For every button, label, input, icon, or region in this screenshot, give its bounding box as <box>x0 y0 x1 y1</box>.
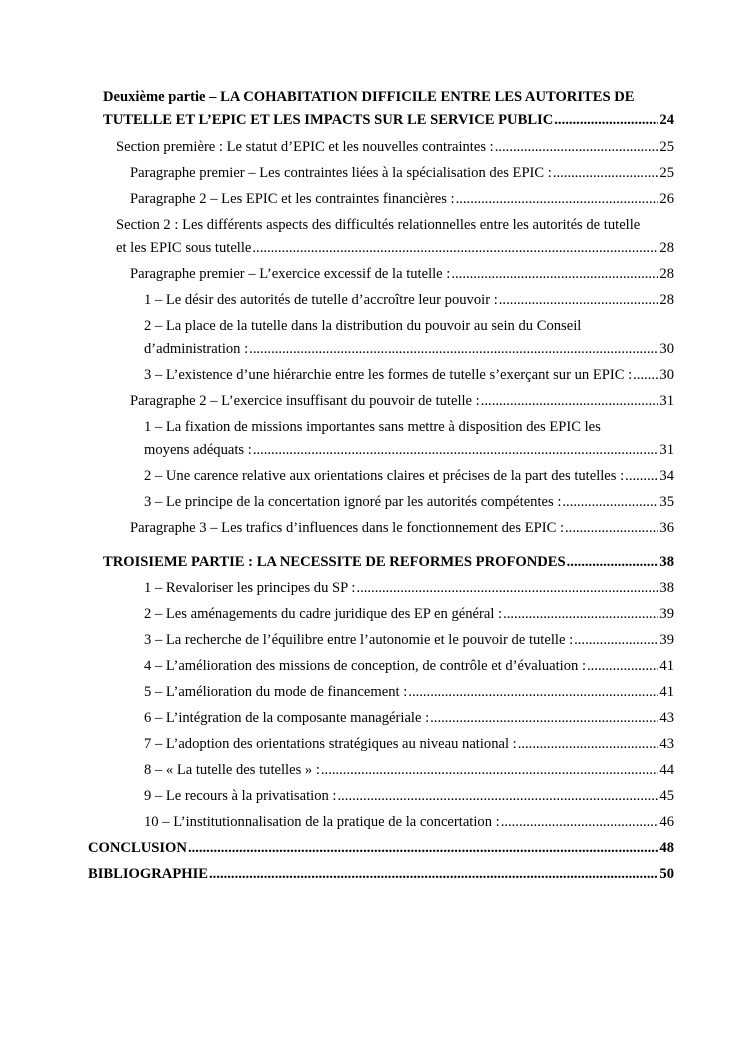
toc-entry-section-premiere[interactable] <box>88 136 674 159</box>
toc-entry-subitem[interactable] <box>88 577 674 600</box>
toc-leader-dots <box>209 863 658 886</box>
toc-page-number: 25 <box>659 165 674 181</box>
toc-leader-dots <box>430 707 658 730</box>
toc-page-number: 50 <box>659 866 674 882</box>
toc-entry-title: TUTELLE ET L’EPIC ET LES IMPACTS SUR LE SERVICE PUBLIC <box>103 112 554 128</box>
toc-entry-subitem[interactable] <box>88 315 674 361</box>
toc-page-number: 31 <box>659 393 674 409</box>
toc-entry-title: Paragraphe 2 – Les EPIC et les contraintes financières : <box>130 191 455 207</box>
toc-entry-subitem[interactable] <box>88 603 674 626</box>
toc-leader-dots <box>188 837 658 860</box>
toc-entry-subitem[interactable] <box>88 289 674 312</box>
toc-leader-dots <box>633 364 658 387</box>
toc-entry-title: CONCLUSION <box>88 840 187 856</box>
toc-leader-dots <box>501 811 659 834</box>
toc-leader-dots <box>574 629 658 652</box>
toc-entry-title: moyens adéquats : <box>144 442 252 458</box>
toc-entry-conclusion[interactable] <box>88 837 674 860</box>
toc-page-number: 26 <box>659 191 674 207</box>
toc-page-number: 35 <box>659 494 674 510</box>
toc-entry-subitem[interactable] <box>88 416 674 462</box>
toc-entry-section-2[interactable] <box>88 214 674 260</box>
toc-entry-subitem[interactable] <box>88 465 674 488</box>
toc-entry-title: 1 – Revaloriser les principes du SP : <box>144 580 356 596</box>
toc-page-number: 48 <box>659 840 674 856</box>
toc-entry-title: TROISIEME PARTIE : LA NECESSITE DE REFORMES PROFONDES <box>103 554 566 570</box>
toc-leader-dots <box>503 603 658 626</box>
toc-leader-dots <box>408 681 658 704</box>
toc-leader-dots <box>565 517 658 540</box>
toc-entry-title: Paragraphe premier – L’exercice excessif de la tutelle : <box>130 266 451 282</box>
toc-entry-subitem[interactable] <box>88 733 674 756</box>
toc-page-number: 39 <box>659 606 674 622</box>
toc-page-number: 34 <box>659 468 674 484</box>
toc-entry-paragraphe[interactable] <box>88 390 674 413</box>
toc-leader-dots <box>456 188 659 211</box>
toc-page-number: 24 <box>659 112 674 128</box>
toc-page-number: 30 <box>659 367 674 383</box>
toc-leader-dots <box>252 237 658 260</box>
toc-entry-title: 8 – « La tutelle des tutelles » : <box>144 762 320 778</box>
toc-leader-dots <box>625 465 658 488</box>
toc-page-number: 39 <box>659 632 674 648</box>
toc-entry-subitem[interactable] <box>88 491 674 514</box>
toc-leader-dots <box>554 109 658 132</box>
toc-entry-title: BIBLIOGRAPHIE <box>88 866 209 882</box>
toc-entry-troisieme-partie[interactable] <box>88 551 674 574</box>
toc-page-number: 38 <box>659 554 674 570</box>
toc-entry-title: 3 – L’existence d’une hiérarchie entre les formes de tutelle s’exerçant sur un EPIC : <box>144 367 633 383</box>
toc-entry-first-line: Deuxième partie – LA COHABITATION DIFFICILE ENTRE LES AUTORITES DE <box>103 89 635 105</box>
toc-leader-dots <box>495 136 659 159</box>
toc-leader-dots <box>499 289 659 312</box>
toc-leader-dots <box>253 439 659 462</box>
toc-entry-subitem[interactable] <box>88 655 674 678</box>
table-of-contents <box>88 86 674 889</box>
toc-entry-title: Paragraphe premier – Les contraintes liées à la spécialisation des EPIC : <box>130 165 552 181</box>
toc-leader-dots <box>567 551 659 574</box>
toc-leader-dots <box>481 390 659 413</box>
toc-page-number: 31 <box>659 442 674 458</box>
toc-leader-dots <box>321 759 659 782</box>
toc-entry-subitem[interactable] <box>88 681 674 704</box>
toc-page-number: 44 <box>659 762 674 778</box>
toc-entry-title: 2 – Les aménagements du cadre juridique des EP en général : <box>144 606 503 622</box>
toc-leader-dots <box>518 733 659 756</box>
toc-leader-dots <box>338 785 659 808</box>
toc-page-number: 43 <box>659 736 674 752</box>
toc-entry-subitem[interactable] <box>88 759 674 782</box>
toc-entry-first-line: 2 – La place de la tutelle dans la distribution du pouvoir au sein du Conseil <box>144 318 582 334</box>
toc-leader-dots <box>587 655 658 678</box>
toc-entry-title: Section première : Le statut d’EPIC et les nouvelles contraintes : <box>116 139 494 155</box>
toc-page-number: 28 <box>659 266 674 282</box>
toc-page-number: 45 <box>659 788 674 804</box>
toc-entry-title: 6 – L’intégration de la composante managériale : <box>144 710 430 726</box>
toc-page-number: 28 <box>659 292 674 308</box>
toc-entry-title: Paragraphe 2 – L’exercice insuffisant du pouvoir de tutelle : <box>130 393 480 409</box>
toc-entry-deuxieme-partie[interactable] <box>88 86 674 132</box>
toc-leader-dots <box>562 491 658 514</box>
toc-leader-dots <box>553 162 659 185</box>
toc-entry-title: 7 – L’adoption des orientations stratégiques au niveau national : <box>144 736 517 752</box>
toc-leader-dots <box>356 577 658 600</box>
toc-leader-dots <box>249 338 658 361</box>
toc-entry-paragraphe[interactable] <box>88 263 674 286</box>
toc-entry-subitem[interactable] <box>88 785 674 808</box>
toc-entry-paragraphe[interactable] <box>88 517 674 540</box>
toc-page-number: 41 <box>659 684 674 700</box>
toc-entry-title: 9 – Le recours à la privatisation : <box>144 788 337 804</box>
toc-page-number: 30 <box>659 341 674 357</box>
toc-entry-title: 1 – Le désir des autorités de tutelle d’accroître leur pouvoir : <box>144 292 498 308</box>
toc-entry-title: 4 – L’amélioration des missions de conception, de contrôle et d’évaluation : <box>144 658 587 674</box>
toc-entry-title: et les EPIC sous tutelle <box>116 240 252 256</box>
toc-entry-paragraphe[interactable] <box>88 188 674 211</box>
toc-entry-title: Paragraphe 3 – Les trafics d’influences dans le fonctionnement des EPIC : <box>130 520 565 536</box>
toc-page-number: 46 <box>659 814 674 830</box>
toc-leader-dots <box>451 263 658 286</box>
toc-page-number: 28 <box>659 240 674 256</box>
toc-entry-title: 2 – Une carence relative aux orientations claires et précises de la part des tutelles : <box>144 468 625 484</box>
toc-entry-subitem[interactable] <box>88 707 674 730</box>
toc-entry-bibliographie[interactable] <box>88 863 674 886</box>
toc-page-number: 43 <box>659 710 674 726</box>
toc-entry-title: 3 – Le principe de la concertation ignoré par les autorités compétentes : <box>144 494 562 510</box>
toc-entry-title: 10 – L’institutionnalisation de la pratique de la concertation : <box>144 814 500 830</box>
toc-entry-title: 5 – L’amélioration du mode de financement : <box>144 684 408 700</box>
toc-entry-subitem[interactable] <box>88 364 674 387</box>
toc-page-number: 25 <box>659 139 674 155</box>
toc-entry-title: 3 – La recherche de l’équilibre entre l’autonomie et le pouvoir de tutelle : <box>144 632 574 648</box>
toc-page-number: 41 <box>659 658 674 674</box>
toc-entry-title: d’administration : <box>144 341 249 357</box>
toc-entry-paragraphe[interactable] <box>88 162 674 185</box>
toc-entry-subitem[interactable] <box>88 629 674 652</box>
toc-entry-first-line: 1 – La fixation de missions importantes sans mettre à disposition des EPIC les <box>144 419 601 435</box>
toc-page-number: 38 <box>659 580 674 596</box>
toc-page-number: 36 <box>659 520 674 536</box>
toc-entry-subitem[interactable] <box>88 811 674 834</box>
toc-entry-first-line: Section 2 : Les différents aspects des difficultés relationnelles entre les autorités de tutelle <box>116 217 641 233</box>
